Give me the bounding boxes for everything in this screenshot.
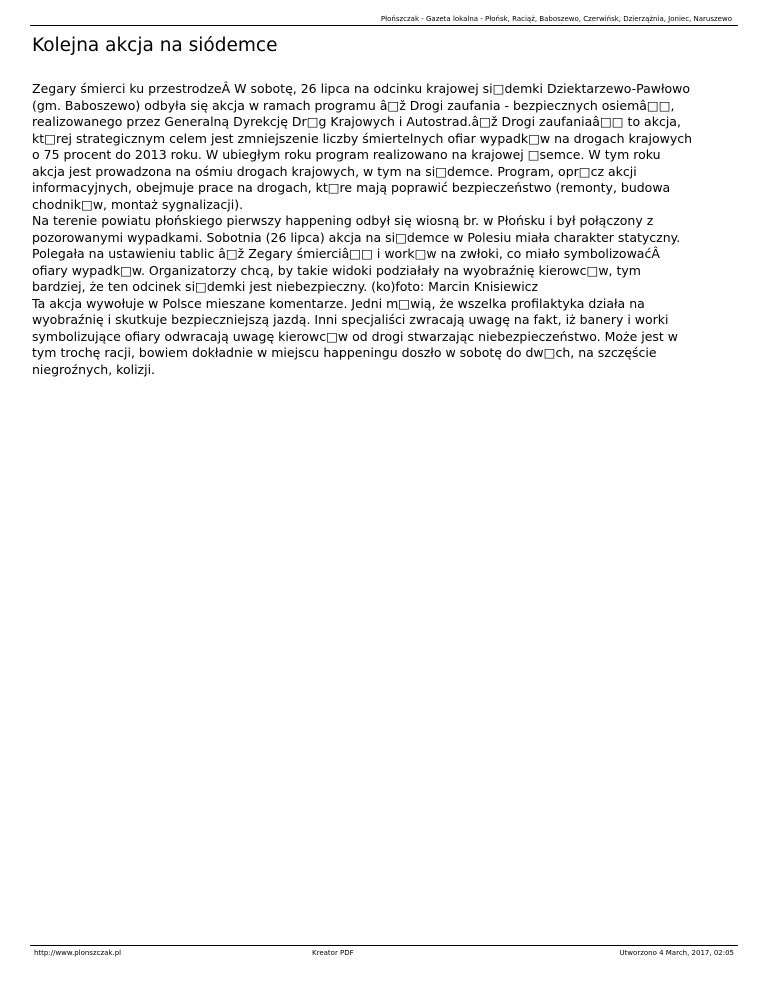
- page-footer: [30, 945, 738, 961]
- article-body: [32, 81, 744, 378]
- article-paragraph-3: Ta akcja wywołuje w Polsce mieszane komentarze. Jedni m□wią, że wszelka profilaktyka działa na wyobraźnię i skutkuje bezpieczniejszą jazdą. Inni specjaliści zwracają uwagę na fakt, iż banery i worki symbolizujące ofiary odwracają uwagę kierowc□w od drogi stwarzając niebezpieczeństwo. Może jest w tym trochę racji, bowiem dokładnie w miejscu happeningu doszło w sobotę do dw□ch, na szczęście niegroźnych, kolizji.: [32, 295, 679, 377]
- article-paragraph-1: Zegary śmierci ku przestrodzeÂ W sobotę, 26 lipca na odcinku krajowej si□demki Dziektarzewo-Pawłowo (gm. Baboszewo) odbyła się akcja w ramach programu â□ž Drogi zaufania - bezpiecznych osiemâ□□, realizowanego przez Generalną Dyrekcję Dr□g Krajowych i Autostrad.â□ž Drogi zaufaniaâ□□ to akcja, kt□rej strategicznym celem jest zmniejszenie liczby śmiertelnych ofiar wypadk□w na drogach krajowych o 75 procent do 2013 roku. W ubiegłym roku program realizowano na krajowej □semce. W tym roku akcja jest prowadzona na ośmiu drogach krajowych, w tym na si□demce. Program, opr□cz akcji informacyjnych, obejmuje prace na drogach, kt□re mają poprawić bezpieczeństwo (remonty, budowa chodnik□w, montaż sygnalizacji).: [32, 81, 693, 212]
- article-paragraph-2: Na terenie powiatu płońskiego pierwszy happening odbył się wiosną br. w Płońsku i był połączony z pozorowanymi wypadkami. Sobotnia (26 lipca) akcja na si□demce w Polesiu miała charakter statyczny. Polegała na ustawieniu tablic â□ž Zegary śmierciâ□□ i work□w na zwłoki, co miało symbolizowaćÂ ofiary wypadk□w. Organizatorzy chcą, by takie widoki podziałały na wyobraźnię kierowc□w, tym bardziej, że ten odcinek si□demki jest niebezpieczny. (ko)foto: Marcin Knisiewicz: [32, 213, 681, 294]
- article-title: Kolejna akcja na siódemce: [32, 35, 278, 56]
- header-site-line: Płońszczak - Gazeta lokalna - Płońsk, Raciąż, Baboszewo, Czerwińsk, Dzierzążnia, Joniec, Naruszewo: [380, 15, 732, 23]
- footer-url: http://www.plonszczak.pl: [34, 949, 122, 957]
- page-header: [30, 10, 738, 26]
- footer-created-date: Utworzono 4 March, 2017, 02:05: [619, 949, 734, 957]
- footer-creator: Kreator PDF: [312, 949, 354, 957]
